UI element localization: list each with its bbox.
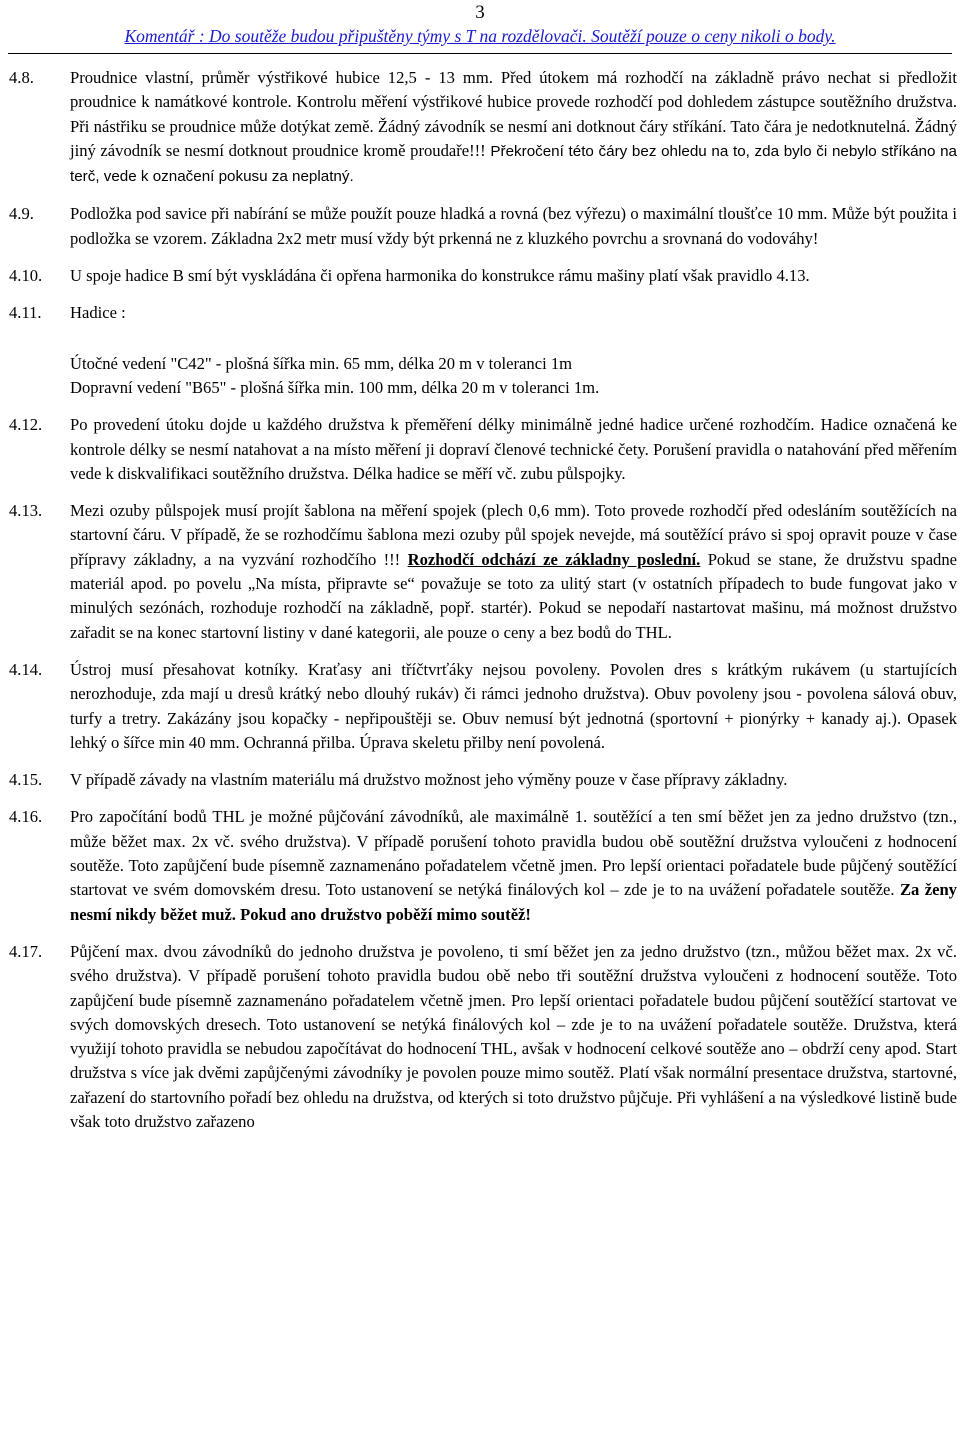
section-text: U spoje hadice B smí být vyskládána či opřena harmonika do konstrukce rámu mašiny platí však pravidlo 4.13. (70, 266, 810, 286)
section-text: V případě závady na vlastním materiálu má družstvo možnost jeho výměny pouze v čase přípravy základny. (70, 770, 788, 790)
header-comment: Komentář : Do soutěže budou připuštěny týmy s T na rozdělovači. Soutěží pouze o ceny nikoli o body. (124, 26, 836, 46)
section-4-8 (0, 66, 960, 189)
section-number: 4.10. (9, 266, 43, 286)
page-number: 3 (475, 2, 485, 23)
section-number: 4.17. (9, 941, 43, 961)
section-number: 4.15. (9, 770, 43, 790)
section-text (70, 499, 957, 645)
section-text (70, 805, 957, 926)
section-text (70, 66, 957, 189)
emphasized-rule: Rozhodčí odchází ze základny poslední. (407, 549, 701, 569)
header-divider (8, 53, 952, 54)
section-text-part: Pro započítání bodů THL je možné půjčování závodníků, ale maximálně 1. soutěžící a ten smí běžet jen za jedno družstvo (tzn., může běžet max. 2x vč. svého družstva). V případě porušení tohoto pravidla budou obě soutěžní družstva vyloučeni z hodnocení soutěže. Toto zapůjčení bude písemně zaznamenáno pořadatelem včetně jmen. Pro lepší orientaci pořadatele bude půjčený soutěžící startovat ve svém domovském dresu. Toto ustanovení se netýká finálových kol – zde je to na uvážení pořadatele soutěže. (70, 807, 957, 900)
section-4-12 (0, 413, 960, 486)
section-text-part: Proudnice vlastní, průměr výstřikové hubice 12,5 - 13 mm. Před útokem má rozhodčí na základně právo nechat si předložit proudnice k namátkové kontrole. Kontrolu měření výstřikové hubice provede rozhodčí pod dohledem zástupce soutěžního družstva. Při nástřiku se proudnice může dotýkat země. Žádný závodník se nesmí ani dotknout čáry stříkání. Tato čára je nedotknutelná. Žádný jiný závodník se nesmí dotknout proudnice kromě proudaře!!! (70, 68, 957, 160)
emphasized-rule: Za ženy nesmí nikdy běžet muž. Pokud ano družstvo poběží mimo soutěž! (70, 880, 957, 924)
section-text-part: Pokud se stane, že družstvu spadne materiál apod. po povelu „Na místa, připravte se“ považuje se toto za ulitý start (v ostatních případech to bude fungovat jako v minulých sezónách, rozhoduje rozhodčí na základně, popř. startér). Pokud se nepodaří nastartovat mašinu, má možnost družstvo zařadit se na konec startovní listiny v dané kategorii, ale pouze o ceny a bez bodů do THL. (70, 549, 958, 642)
section-text: Po provedení útoku dojde u každého družstva k přeměření délky minimálně jedné hadice určené rozhodčím. Hadice označená ke kontrole délky se nesmí natahovat a na místo měření ji dopraví členové technické čety. Porušení pravidla o natahování před měřením vede k diskvalifikaci soutěžního družstva. Délka hadice se měří vč. zubu půlspojky. (70, 415, 957, 483)
section-number: 4.14. (9, 659, 43, 679)
section-4-15 (0, 768, 960, 792)
section-text: Ústroj musí přesahovat kotníky. Kraťasy ani tříčtvrťáky nejsou povoleny. Povolen dres s krátkým rukávem (u startujících nerozhoduje, zda mají u dresů krátký nebo dlouhý rukáv) či rámci jednoho družstva). Obuv povoleny jsou - povolena sálová obuv, turfy a tretry. Zakázány jsou kopačky - nepřipouštěji se. Obuv nemusí být jednotná (sportovní + pionýrky + kanady aj.). Opasek lehký o šířce min 40 mm. Ochranná přilba. Úprava skeletu přilby není povolená. (70, 659, 957, 752)
section-number: 4.8. (9, 68, 34, 87)
hose-spec-b65: Dopravní vedení "B65" - plošná šířka min. 100 mm, délka 20 m v toleranci 1m. (70, 377, 600, 397)
section-4-13 (0, 499, 960, 645)
section-4-10 (0, 264, 960, 288)
section-4-17 (0, 940, 960, 1134)
section-text (70, 301, 957, 400)
section-4-11 (0, 301, 960, 400)
hose-spec-c42: Útočné vedení "C42" - plošná šířka min. 65 mm, délka 20 m v toleranci 1m (70, 353, 573, 373)
section-text: Půjčení max. dvou závodníků do jednoho družstva je povoleno, ti smí běžet jen za jedno družstvo (tzn., můžou běžet max. 2x vč. svého družstva). V případě porušení tohoto pravidla budou obě nebo tři soutěžní družstva vyloučeni z hodnocení soutěže. Toto zapůjčení bude písemně zaznamenáno pořadatelem včetně jmen. Pro lepší orientaci pořadatele budou půjčení soutěžící startovat ve svých domovských dresech. Toto ustanovení se netýká finálových kol – zde je to na uvážení pořadatele soutěže. Družstva, která využijí tohoto pravidla se nebudou započítávat do hodnocení THL, avšak v hodnocení celkové soutěže ano – obdrží ceny apod. Start družstva s více jak dvěmi zapůjčenými závodníky je povolen pouze mimo soutěž. Platí však normální presentace družstva, startovné, zařazení do startovního pořadí bez ohledu na družstva, od kterých si toto družstvo půjčuje. Při vyhlášení a na výsledkové listině bude však toto družstvo zařazeno (70, 941, 957, 1131)
section-text: Podložka pod savice při nabírání se může použít pouze hladká a rovná (bez výřezu) o maximální tloušťce 10 mm. Může být použita i podložka se vzorem. Základna 2x2 metr musí vždy být prkenná ne z kluzkého povrchu a srovnaná do vodováhy! (70, 204, 957, 248)
section-number: 4.9. (9, 204, 34, 224)
hoses-title: Hadice : (70, 303, 126, 323)
section-number: 4.11. (9, 303, 42, 323)
rules-body (0, 66, 960, 1134)
section-4-14 (0, 658, 960, 755)
section-number: 4.12. (9, 415, 43, 435)
section-number: 4.13. (9, 501, 43, 521)
section-text-part: Mezi ozuby půlspojek musí projít šablona na měření spojek (plech 0,6 mm). Toto provede rozhodčí před odesláním soutěžících na startovní čáru. V případě, že se rozhodčímu šablona mezi ozuby půl spojek nevejde, má soutěžící právo si spoj opravit pouze v čase přípravy základny, a na vyzvání rozhodčího !!! (70, 501, 957, 569)
section-text-part: Překročení této čáry bez ohledu na to, zda bylo či nebylo stříkáno na terč, vede k označení pokusu za neplatný. (70, 142, 957, 186)
section-4-9 (0, 202, 960, 251)
section-4-16 (0, 805, 960, 926)
section-number: 4.16. (9, 807, 43, 827)
